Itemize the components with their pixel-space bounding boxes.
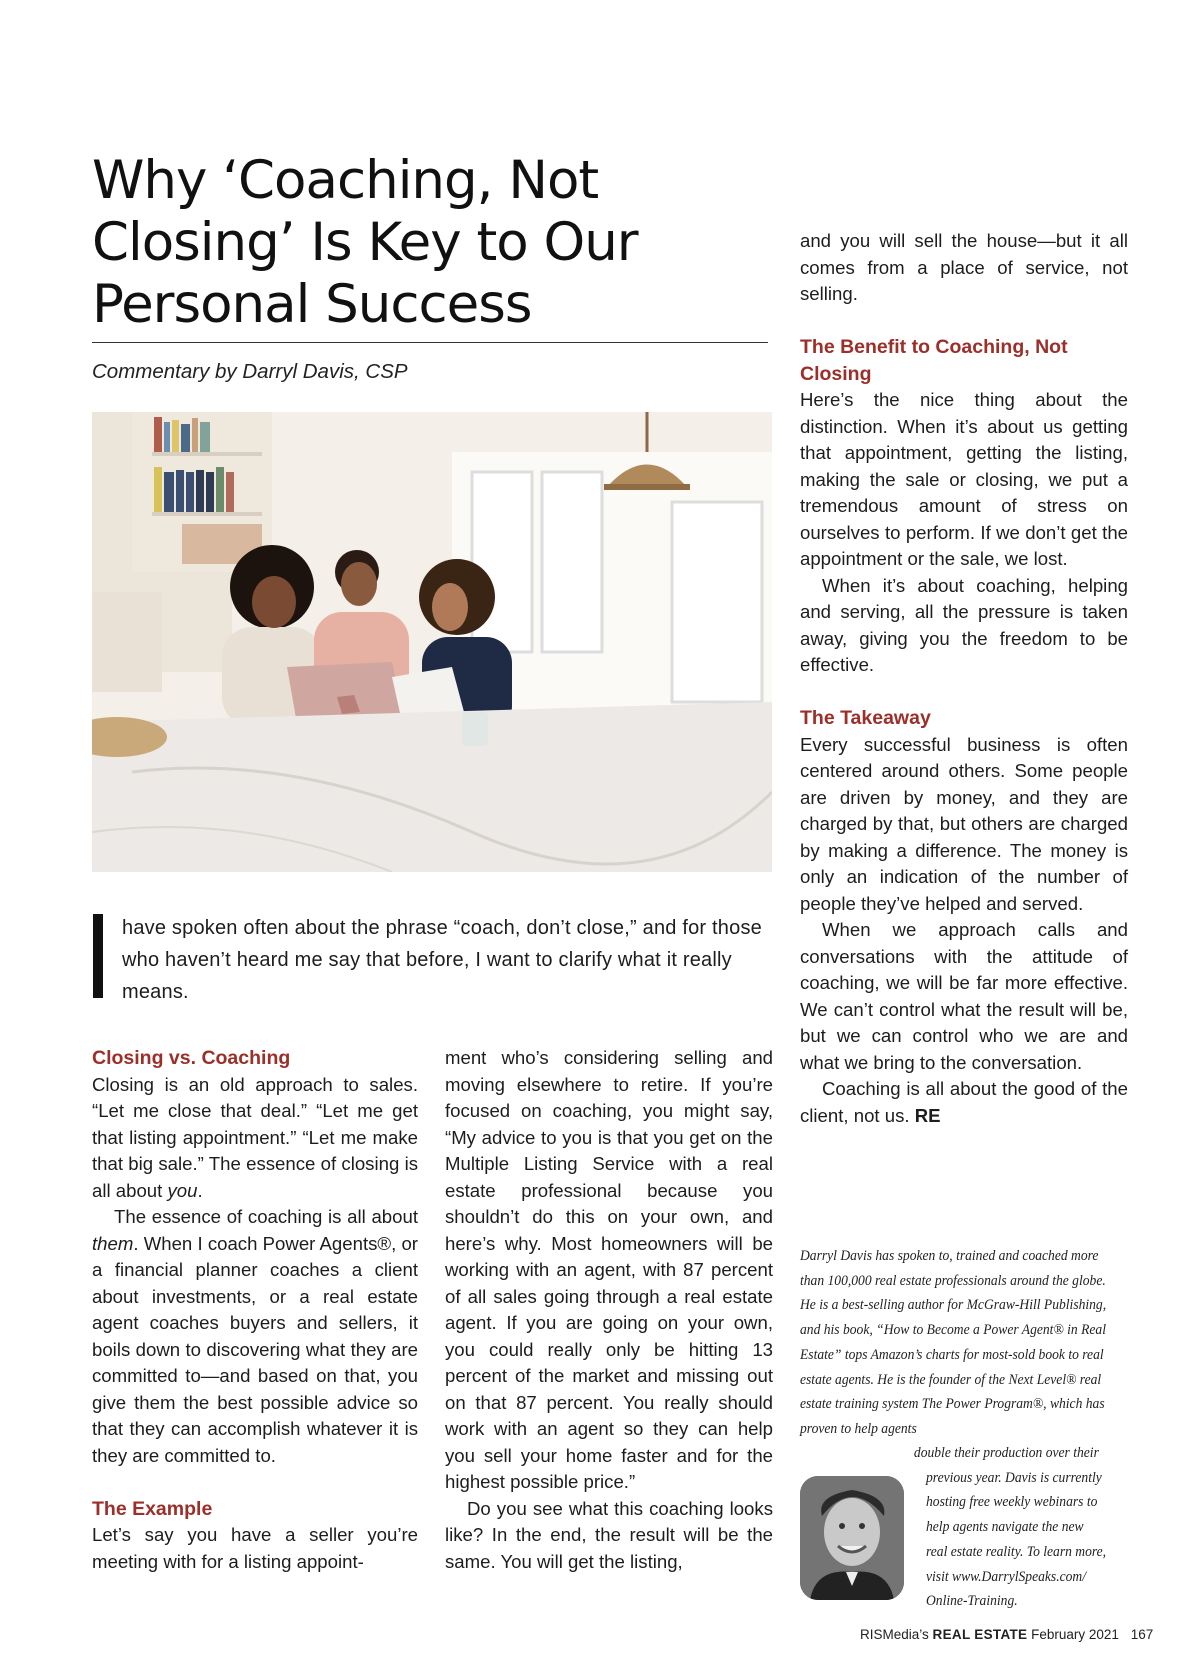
footer-publisher: RISMedia’s [860,1627,929,1642]
paragraph-example-start: Let’s say you have a seller you’re meeting with for a listing appoint- [92,1524,418,1572]
paragraph-example-end: and you will sell the house—but it all comes from a place of service, not selling. [800,230,1128,304]
drop-cap-i [93,914,103,998]
author-headshot [800,1476,904,1600]
paragraph-takeaway-3: Coaching is all about the good of the client, not us. RE [800,1078,1128,1126]
title-line-3: Personal Success [92,274,532,335]
paragraph-takeaway-2: When we approach calls and conversations with the attitude of coaching, we will be far more effective. We can’t control what the result will be, but we can control who we are and what we bring to the conversation. [800,919,1128,1073]
page-footer [860,1627,1153,1642]
page-number: 167 [1130,1627,1154,1642]
paragraph-benefit-1: Here’s the nice thing about the distinction. When it’s about us getting that appointment, getting the listing, making the sale or closing, we put a tremendous amount of stress on ourselves to perform. If we don’t get the appointment or the sale, we lost. [800,389,1128,569]
author-bio: Darryl Davis has spoken to, trained and coached more than 100,000 real estate professionals around the globe. He is a best-selling author for McGraw-Hill Publishing, and his book, “How to Become a Power Agent® in Real Estate” tops Amazon’s charts for most-sold book to real estate agents. He is the founder of the Next Level® real estate training system The Power Program®, which has proven to help agents [800,1248,1107,1437]
paragraph-example-continued: ment who’s considering selling and moving elsewhere to retire. If you’re focused on coaching, you might say, “My advice to you is that you get on the Multiple Listing Service with a real estate professional because you shouldn’t do this on your own, and here’s why. Most homeowners will be working with an agent, with 87 percent of all sales going through a real estate agent. If you are going on your own, you could really only be hitting 13 percent of the market and missing out on that 87 percent. You really should work with an agent so they can help you sell your home faster and for the highest possible price.” [445,1047,773,1492]
column-left [92,1045,418,1575]
paragraph-coaching: The essence of coaching is all about them. When I coach Power Agents®, or a financial planner coaches a client about investments, or a real estate agent coaches buyers and sellers, it boils down to discovering what they are committed to—and based on that, you give them the best possible advice so that they can accomplish whatever it is they are committed to. [92,1206,418,1466]
footer-issue: February 2021 [1031,1627,1119,1642]
paragraph-closing: Closing is an old approach to sales. “Let me close that deal.” “Let me get that listing appointment.” “Let me make that big sale.” The essence of closing is all about you. [92,1073,418,1201]
heading-takeaway: The Takeaway [800,707,931,729]
intro-paragraph: have spoken often about the phrase “coach, don’t close,” and for those who haven’t heard me say that before, I want to clarify what it really means. [122,917,762,1003]
end-mark: RE [914,1104,941,1126]
paragraph-coaching-looks-like: Do you see what this coaching looks like? In the end, the result will be the same. You will get the listing, [445,1497,773,1572]
heading-benefit: The Benefit to Coaching, Not Closing [800,336,1068,385]
column-middle [445,1045,773,1575]
footer-magazine: REAL ESTATE [932,1627,1028,1642]
paragraph-takeaway-1: Every successful business is often centered around others. Some people are driven by money, and they are charged by that, but others are charged by making a difference. The money is only an indication of the number of people they’ve helped and served. [800,733,1128,914]
author-bio-wrap: double their production over their previous year. Davis is currently hosting free weekly webinars to help agents navigate the new real estate reality. To learn more, visit www.DarrylSpeaks.com/ Online-Training. [913,1445,1107,1610]
title-line-1: Why ‘Coaching, Not [92,150,599,211]
article-title [92,150,692,336]
article-photo [92,412,772,872]
heading-the-example: The Example [92,1497,213,1520]
column-right [800,228,1128,1129]
byline: Commentary by Darryl Davis, CSP [92,360,408,383]
paragraph-benefit-2: When it’s about coaching, helping and serving, all the pressure is taken away, giving you the freedom to be effective. [800,574,1128,675]
title-line-2: Closing’ Is Key to Our [92,212,638,273]
title-divider [92,342,768,343]
heading-closing-vs-coaching: Closing vs. Coaching [92,1047,291,1069]
